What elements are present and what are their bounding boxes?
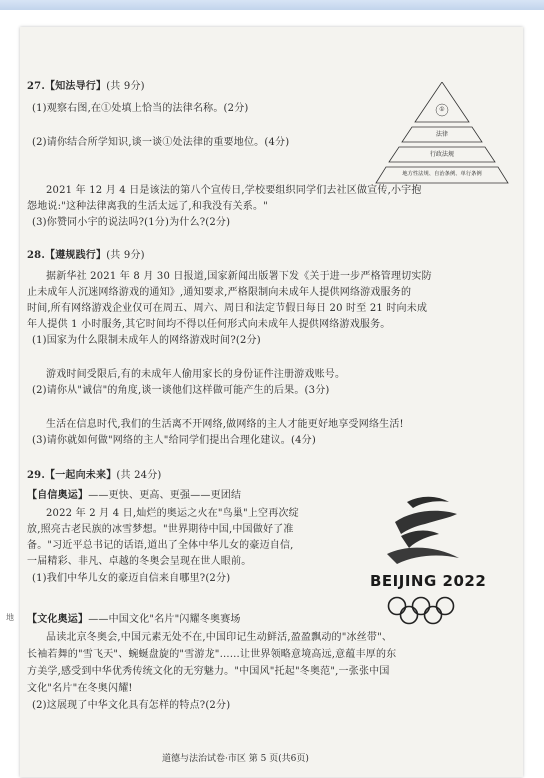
page-footer: 道德与法治试卷·市区 第 5 页(共6页) xyxy=(162,754,309,764)
q29-s1-line3: 备。"习近平总书记的话语,道出了全体中华儿女的豪迈自信, xyxy=(27,540,294,551)
exam-paper-page xyxy=(6,27,523,777)
q27-sub2: (2)请你结合所学知识,谈一谈①处法律的重要地位。(4分) xyxy=(32,137,290,148)
q29-section2-title: 【文化奥运】 xyxy=(27,614,89,625)
q29-sub2: (2)这展现了中华文化具有怎样的特点?(2分) xyxy=(32,700,231,711)
q27-title: 【知法导行】 xyxy=(45,81,107,92)
q29-section1-title: 【自信奥运】 xyxy=(27,490,89,501)
q27-points: (共 9分) xyxy=(106,81,145,92)
q29-section1-heading xyxy=(27,490,241,502)
q29-section2-heading xyxy=(27,614,241,626)
q27-heading xyxy=(27,81,145,93)
beijing-2022-text: BEIJING 2022 xyxy=(370,572,487,590)
beijing-2022-emblem xyxy=(367,492,487,642)
pyramid-graphic xyxy=(375,82,510,197)
law-hierarchy-pyramid xyxy=(375,82,510,197)
pyramid-level-law: 法律 xyxy=(435,131,448,138)
q28-para2: 游戏时间受限后,有的未成年人偷用家长的身份证件注册游戏账号。 xyxy=(46,369,346,380)
q28-heading xyxy=(27,250,145,262)
q27-sub3: (3)你赞同小宇的说法吗?(1分)为什么?(2分) xyxy=(32,217,231,228)
q28-sub1: (1)国家为什么限制未成年人的网络游戏时间?(2分) xyxy=(32,335,261,346)
q28-sub3: (3)请你就如何做"网络的主人"给同学们提出合理化建议。(4分) xyxy=(32,435,316,446)
q28-para-line2: 止未成年人沉迷网络游戏的通知》,通知要求,严格限制向未成年人提供网络游戏服务的 xyxy=(27,287,412,298)
q29-section1-subtitle: ——更快、更高、更强——更团结 xyxy=(88,490,242,501)
olympic-rings-icon xyxy=(383,596,463,626)
q28-para-line4: 年人提供 1 小时服务,其它时间均不得以任何形式向未成年人提供网络游戏服务。 xyxy=(27,319,391,330)
window-top-bar xyxy=(0,0,544,10)
q28-sub2: (2)请你从"诚信"的角度,谈一谈他们这样做可能产生的后果。(3分) xyxy=(32,385,330,396)
q29-s2-line2: 长袖若舞的"雪飞天"、蜿蜒盘旋的"雪游龙"……让世界领略意境高远,意蕴丰厚的东 xyxy=(27,649,397,660)
image-frame xyxy=(0,10,544,778)
q29-s1-line4: 一届精彩、非凡、卓越的冬奥会呈现在世人眼前。 xyxy=(27,556,252,567)
q28-title: 【遵规践行】 xyxy=(45,250,107,261)
pyramid-level-local: 地方性法规、自治条例、单行条例 xyxy=(402,171,482,177)
q27-para-line1: 2021 年 12 月 4 日是该法的第八个宣传日,学校要组织同学们去社区做宣传,小宇抱 xyxy=(46,185,422,196)
q29-s2-line4: 文化"名片"在冬奥闪耀! xyxy=(27,683,133,694)
binding-margin-mark: 地 xyxy=(6,613,15,622)
q29-s1-line1: 2022 年 2 月 4 日,灿烂的奥运之火在"鸟巢"上空再次绽 xyxy=(46,508,299,519)
q29-section2-subtitle: ——中国文化"名片"闪耀冬奥赛场 xyxy=(88,614,241,625)
q29-sub1: (1)我们中华儿女的豪迈自信来自哪里?(2分) xyxy=(32,573,231,584)
q27-para-line2: 怨地说:"这种法律离我的生活太远了,和我没有关系。" xyxy=(27,201,268,212)
q28-para-line3: 时间,所有网络游戏企业仅可在周五、周六、周日和法定节假日每日 20 时至 21 时向未成 xyxy=(27,303,428,314)
q29-s1-line2: 放,照亮古老民族的冰雪梦想。"世界期待中国,中国做好了准 xyxy=(27,524,294,535)
q27-sub1: (1)观察右图,在①处填上恰当的法律名称。(2分) xyxy=(32,103,249,114)
q29-points: (共 24分) xyxy=(116,470,162,481)
q28-points: (共 9分) xyxy=(106,250,145,261)
pyramid-level-admin: 行政法规 xyxy=(429,151,454,158)
q27-number: 27. xyxy=(27,81,45,92)
q29-title: 【一起向未来】 xyxy=(45,470,117,481)
q28-number: 28. xyxy=(27,250,45,261)
q29-s2-line1: 品读北京冬奥会,中国元素无处不在,中国印记生动鲜活,盈盈飘动的"冰丝带"、 xyxy=(46,632,393,643)
q29-s2-line3: 方美学,感受到中华优秀传统文化的无穷魅力。"中国风"托起"冬奥范",一张张中国 xyxy=(27,666,390,677)
winter-olympics-emblem-icon xyxy=(367,492,482,572)
pyramid-top-label: ① xyxy=(439,106,445,113)
q29-heading xyxy=(27,470,162,482)
q28-para-line1: 据新华社 2021 年 8 月 30 日报道,国家新闻出版署下发《关于进一步严格管理切实防 xyxy=(46,271,432,282)
q28-para3: 生活在信息时代,我们的生活离不开网络,做网络的主人才能更好地享受网络生活! xyxy=(46,419,404,430)
q29-number: 29. xyxy=(27,470,45,481)
